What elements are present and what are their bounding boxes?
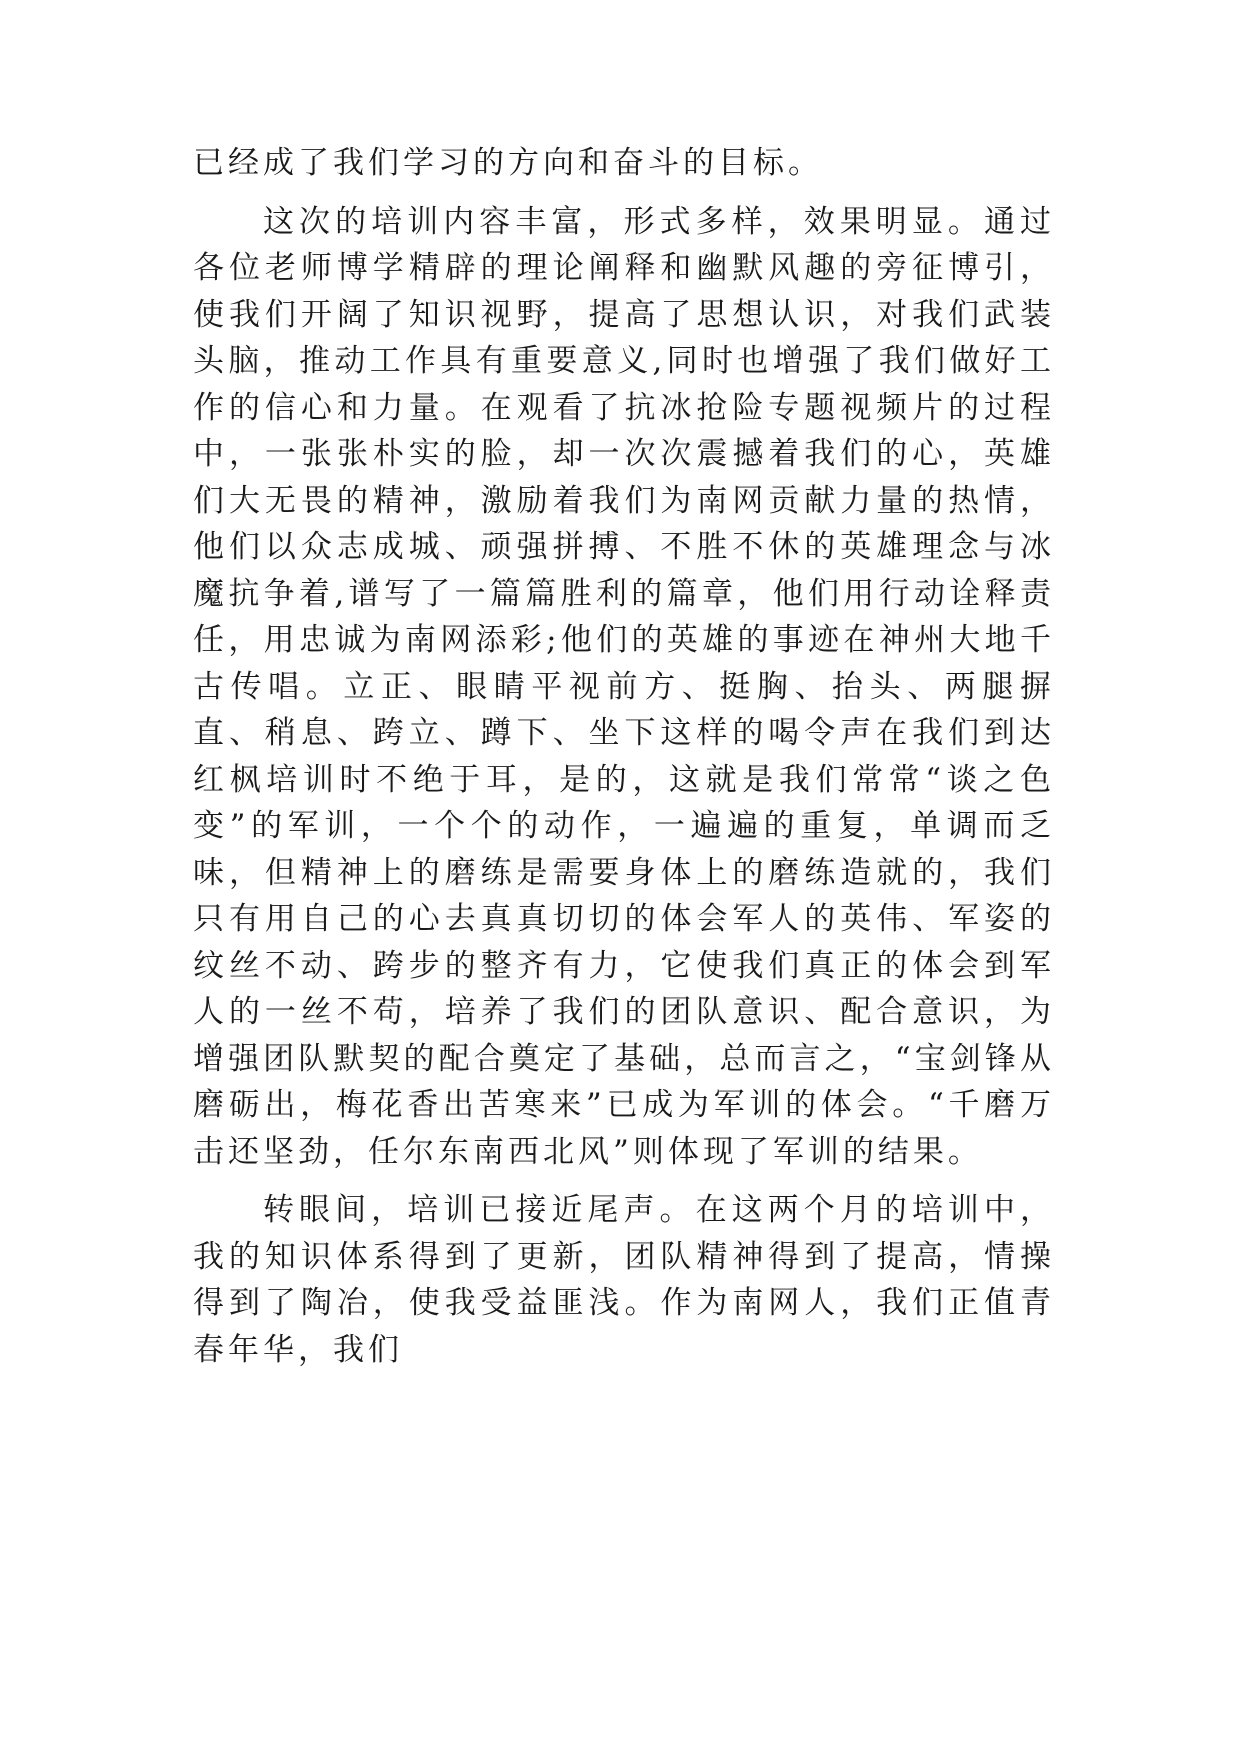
paragraph-training-end: 转眼间，培训已接近尾声。在这两个月的培训中，我的知识体系得到了更新，团队精神得到了提高，情操得到了陶冶，使我受益匪浅。作为南网人，我们正值青春年华，我们 <box>193 1192 1055 1368</box>
paragraph-training-content: 这次的培训内容丰富，形式多样，效果明显。通过各位老师博学精辟的理论阐释和幽默风趣的旁征博引，使我们开阔了知识视野，提高了思想认识，对我们武装头脑，推动工作具有重要意义,同时也增强了我们做好工作的信心和力量。在观看了抗冰抢险专题视频片的过程中，一张张朴实的脸，却一次次震撼着我们的心，英雄们大无畏的精神，激励着我们为南网贡献力量的热情，他们以众志成城、顽强拼搏、不胜不休的英雄理念与冰魔抗争着,谱写了一篇篇胜利的篇章，他们用行动诠释责任，用忠诚为南网添彩;他们的英雄的事迹在神州大地千古传唱。立正、眼睛平视前方、挺胸、抬头、两腿摒直、稍息、跨立、蹲下、坐下这样的喝令声在我们到达红枫培训时不绝于耳，是的，这就是我们常常“谈之色变”的军训，一个个的动作，一遍遍的重复，单调而乏味，但精神上的磨练是需要身体上的磨练造就的，我们只有用自己的心去真真切切的体会军人的英伟、军姿的纹丝不动、跨步的整齐有力，它使我们真正的体会到军人的一丝不苟，培养了我们的团队意识、配合意识，为增强团队默契的配合奠定了基础，总而言之，“宝剑锋从磨砺出，梅花香出苦寒来”已成为军训的体会。“千磨万击还坚劲，任尔东南西北风”则体现了军训的结果。 <box>193 203 1055 1170</box>
document-page <box>193 140 1055 1373</box>
paragraph-continuation: 已经成了我们学习的方向和奋斗的目标。 <box>193 145 823 181</box>
